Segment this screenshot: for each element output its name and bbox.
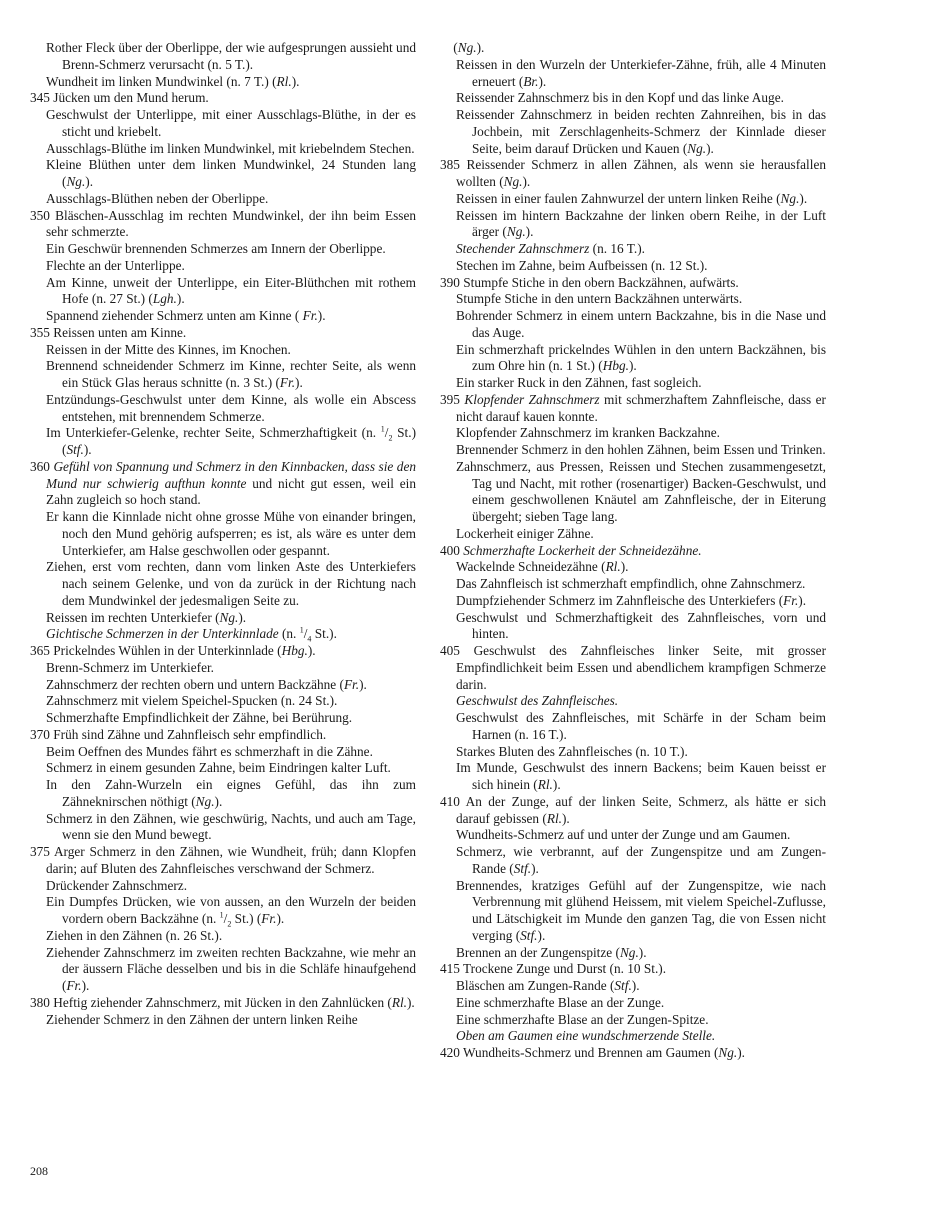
right-entry: Im Munde, Geschwulst des innern Backens; beim Kauen beisst er sich hinein (Rl.). — [456, 760, 826, 792]
right-entry: Stumpfe Stiche in den untern Backzähnen unterwärts. — [456, 291, 743, 307]
right-entry: Reissen im hintern Backzahne der linken obern Reihe, in der Luft ärger (Ng.). — [456, 207, 826, 240]
right-entry: Lockerheit einiger Zähne. — [456, 525, 594, 541]
right-entry: Eine schmerzhafte Blase an der Zungen-Spitze. — [456, 1011, 709, 1027]
right-entry: Stechen im Zahne, beim Aufbeissen (n. 12 St.). — [456, 257, 708, 273]
left-entry: Reissen in der Mitte des Kinnes, im Knochen. — [46, 341, 291, 357]
right-entry: Reissender Zahnschmerz bis in den Kopf und das linke Auge. — [456, 90, 784, 106]
left-entry: Ausschlags-Blüthe im linken Mundwinkel, mit kriebelndem Stechen. — [46, 140, 415, 156]
left-entry: Spannend ziehender Schmerz unten am Kinne ( Fr.). — [46, 308, 326, 323]
right-entry: Reissen in einer faulen Zahnwurzel der untern linken Reihe (Ng.). — [456, 190, 808, 206]
left-entry: Zahnschmerz der rechten obern und untern Backzähne (Fr.). — [46, 676, 367, 692]
left-entry: Entzündungs-Geschwulst unter dem Kinne, als wolle ein Abscess entstehen, mit brennendem Schmerze. — [46, 391, 416, 424]
left-entry: Am Kinne, unweit der Unterlippe, ein Eiter-Blüthchen mit rothem Hofe (n. 27 St.) (Lgh.). — [46, 274, 416, 307]
right-entry: Brennen an der Zungenspitze (Ng.). — [456, 944, 647, 960]
left-entry: Gichtische Schmerzen in der Unterkinnlade (n. $^1/_4$ St.). — [46, 625, 337, 644]
left-entry: 375 Arger Schmerz in den Zähnen, wie Wundheit, früh; dann Klopfen darin; auf Bluten des Zahnfleisches verschwand der Schmerz. — [30, 844, 416, 876]
left-entry: 345 Jücken um den Mund herum. — [30, 90, 209, 106]
left-entry: Ziehen in den Zähnen (n. 26 St.). — [46, 927, 223, 943]
right-entry: 390 Stumpfe Stiche in den obern Backzähnen, aufwärts. — [440, 274, 739, 290]
right-entry: Brennendes, kratziges Gefühl auf der Zungenspitze, wie nach Verbrennung mit glühend Heissem, mit vielem Speichel-Zuflusse, und Lätschigkeit im Munde den ganzen Tag, die von Essen nicht verging (Stf.). — [456, 877, 826, 943]
right-entry: Stechender Zahnschmerz (n. 16 T.). — [456, 241, 645, 256]
left-entry: Ziehender Schmerz in den Zähnen der untern linken Reihe — [46, 1011, 358, 1027]
left-entry: 370 Früh sind Zähne und Zahnfleisch sehr empfindlich. — [30, 726, 327, 742]
left-entry: 355 Reissen unten am Kinne. — [30, 324, 187, 340]
right-entry: Geschwulst des Zahnfleisches, mit Schärfe in der Scham beim Harnen (n. 16 T.). — [456, 710, 826, 742]
left-entry: Rother Fleck über der Oberlippe, der wie aufgesprungen aussieht und Brenn-Schmerz verursacht (n. 5 T.). — [46, 40, 416, 72]
right-entry: Geschwulst und Schmerzhaftigkeit des Zahnfleisches, vorn und hinten. — [456, 609, 826, 642]
left-entry: Schmerzhafte Empfindlichkeit der Zähne, bei Berührung. — [46, 710, 353, 725]
right-entry: Das Zahnfleisch ist schmerzhaft empfindlich, ohne Zahnschmerz. — [456, 576, 806, 591]
left-column — [30, 40, 416, 1028]
left-entry: Geschwulst der Unterlippe, mit einer Ausschlags-Blüthe, in der es sticht und kriebelt. — [46, 107, 416, 139]
right-entry: 395 Klopfender Zahnschmerz mit schmerzhaftem Zahnfleische, dass er nicht darauf kauen konnte. — [440, 391, 826, 424]
right-entry: Zahnschmerz, aus Pressen, Reissen und Stechen zusammengesetzt, Tag und Nacht, mit rother (rosenartiger) Backen-Geschwulst, und einem geschwollenen Knäutel am Zahnfleische, der in Eiterung übergeht; sieben Tage lang. — [456, 458, 826, 524]
right-entry: Bohrender Schmerz in einem untern Backzahne, bis in die Nase und das Auge. — [456, 308, 826, 340]
right-entry: Oben am Gaumen eine wundschmerzende Stelle. — [456, 1028, 716, 1044]
right-entry: 410 An der Zunge, auf der linken Seite, Schmerz, als hätte er sich darauf gebissen (Rl.). — [440, 793, 826, 826]
right-entry: Dumpfziehender Schmerz im Zahnfleische des Unterkiefers (Fr.). — [456, 592, 807, 608]
left-entry: Ausschlags-Blüthen neben der Oberlippe. — [46, 190, 269, 206]
left-entry: Reissen im rechten Unterkiefer (Ng.). — [46, 609, 247, 625]
right-entry: Brennender Schmerz in den hohlen Zähnen, beim Essen und Trinken. — [456, 442, 826, 457]
right-entry: Ein schmerzhaft prickelndes Wühlen in den untern Backzähnen, bis zum Ohre hin (n. 1 St.) (Hbg.). — [456, 341, 826, 374]
left-entry: In den Zahn-Wurzeln ein eignes Gefühl, das ihn zum Zähneknirschen nöthigt (Ng.). — [46, 777, 416, 809]
left-entry: Zahnschmerz mit vielem Speichel-Spucken (n. 24 St.). — [46, 693, 338, 709]
right-entry: Reissen in den Wurzeln der Unterkiefer-Zähne, früh, alle 4 Minuten erneuert (Br.). — [456, 56, 826, 89]
page-number: 208 — [30, 1164, 48, 1178]
right-entry: Starkes Bluten des Zahnfleisches (n. 10 T.). — [456, 743, 688, 759]
left-entry: Ziehender Zahnschmerz im zweiten rechten Backzahne, wie mehr an der äussern Fläche desselben und bis in die Schläfe hinaufgehend (Fr.). — [46, 944, 416, 993]
left-entry: Wundheit im linken Mundwinkel (n. 7 T.) (Rl.). — [46, 73, 300, 89]
left-entry: Ein Geschwür brennenden Schmerzes am Innern der Oberlippe. — [46, 241, 386, 256]
right-entry: 405 Geschwulst des Zahnfleisches linker Seite, mit grosser Empfindlichkeit beim Essen und abendlichem krampfigen Schmerze darin. — [440, 643, 826, 692]
right-entry: 415 Trockene Zunge und Durst (n. 10 St.). — [440, 961, 667, 977]
left-entry: Schmerz in den Zähnen, wie geschwürig, Nachts, und auch am Tage, wenn sie den Mund bewegt. — [46, 810, 416, 843]
left-entry: Er kann die Kinnlade nicht ohne grosse Mühe von einander bringen, noch den Mund gehörig aufsperren; es ist, als wäre es unter dem Unterkiefer, am Halse geschwollen oder gespannt. — [46, 509, 416, 558]
right-column — [440, 40, 826, 1062]
left-entry: Ein Dumpfes Drücken, wie von aussen, an den Wurzeln der beiden vordern obern Backzähne (n. $^1/_2$ St.) (Fr.). — [46, 894, 416, 929]
right-entry: 400 Schmerzhafte Lockerheit der Schneidezähne. — [440, 542, 702, 558]
left-entry: 360 Gefühl von Spannung und Schmerz in den Kinnbacken, dass sie den Mund nur schwierig aufthun konnte und nicht gut essen, weil ein Zahn zugleich so hoch stand. — [30, 458, 416, 508]
right-entry: 420 Wundheits-Schmerz und Brennen am Gaumen (Ng.). — [440, 1045, 745, 1060]
right-entry: Bläschen am Zungen-Rande (Stf.). — [456, 978, 640, 993]
right-entry: Geschwulst des Zahnfleisches. — [456, 693, 619, 709]
right-entry: Schmerz, wie verbrannt, auf der Zungenspitze und am Zungen-Rande (Stf.). — [456, 844, 826, 876]
right-entry: Reissender Zahnschmerz in beiden rechten Zahnreihen, bis in das Jochbein, mit Zerschlagenheits-Schmerz der Kinnlade dieser Seite, beim darauf Drücken und Kauen (Ng.). — [456, 107, 826, 156]
left-entry: 365 Prickelndes Wühlen in der Unterkinnlade (Hbg.). — [30, 643, 316, 658]
right-entry: 385 Reissender Schmerz in allen Zähnen, als wenn sie herausfallen wollten (Ng.). — [440, 157, 826, 189]
right-entry: Klopfender Zahnschmerz im kranken Backzahne. — [456, 425, 720, 441]
left-entry: Drückender Zahnschmerz. — [46, 877, 188, 893]
right-entry: (Ng.). — [440, 40, 485, 55]
left-entry: Ziehen, erst vom rechten, dann vom linken Aste des Unterkiefers nach seinem Gelenke, und von da zurück in der Richtung nach dem Mundwinkel der jedesmaligen Seite zu. — [46, 559, 416, 608]
left-entry: Brennend schneidender Schmerz im Kinne, rechter Seite, als wenn ein Stück Glas heraus schnitte (n. 3 St.) (Fr.). — [46, 358, 416, 390]
left-entry: Schmerz in einem gesunden Zahne, beim Eindringen kalter Luft. — [46, 760, 391, 776]
right-entry: Eine schmerzhafte Blase an der Zunge. — [456, 994, 665, 1010]
left-entry: 350 Bläschen-Ausschlag im rechten Mundwinkel, der ihn beim Essen sehr schmerzte. — [30, 207, 416, 240]
left-entry: Beim Oeffnen des Mundes fährt es schmerzhaft in die Zähne. — [46, 743, 373, 759]
right-entry: Ein starker Ruck in den Zähnen, fast sogleich. — [456, 375, 702, 390]
left-entry: Im Unterkiefer-Gelenke, rechter Seite, Schmerzhaftigkeit (n. $^1/_2$ St.) (Stf.). — [46, 424, 416, 457]
right-entry: Wundheits-Schmerz auf und unter der Zunge und am Gaumen. — [456, 827, 791, 843]
right-entry: Wackelnde Schneidezähne (Rl.). — [456, 559, 629, 575]
left-entry: Brenn-Schmerz im Unterkiefer. — [46, 659, 214, 675]
left-entry: Kleine Blüthen unter dem linken Mundwinkel, 24 Stunden lang (Ng.). — [46, 157, 416, 189]
left-entry: Flechte an der Unterlippe. — [46, 257, 185, 273]
left-entry: 380 Heftig ziehender Zahnschmerz, mit Jücken in den Zahnlücken (Rl.). — [30, 994, 415, 1010]
